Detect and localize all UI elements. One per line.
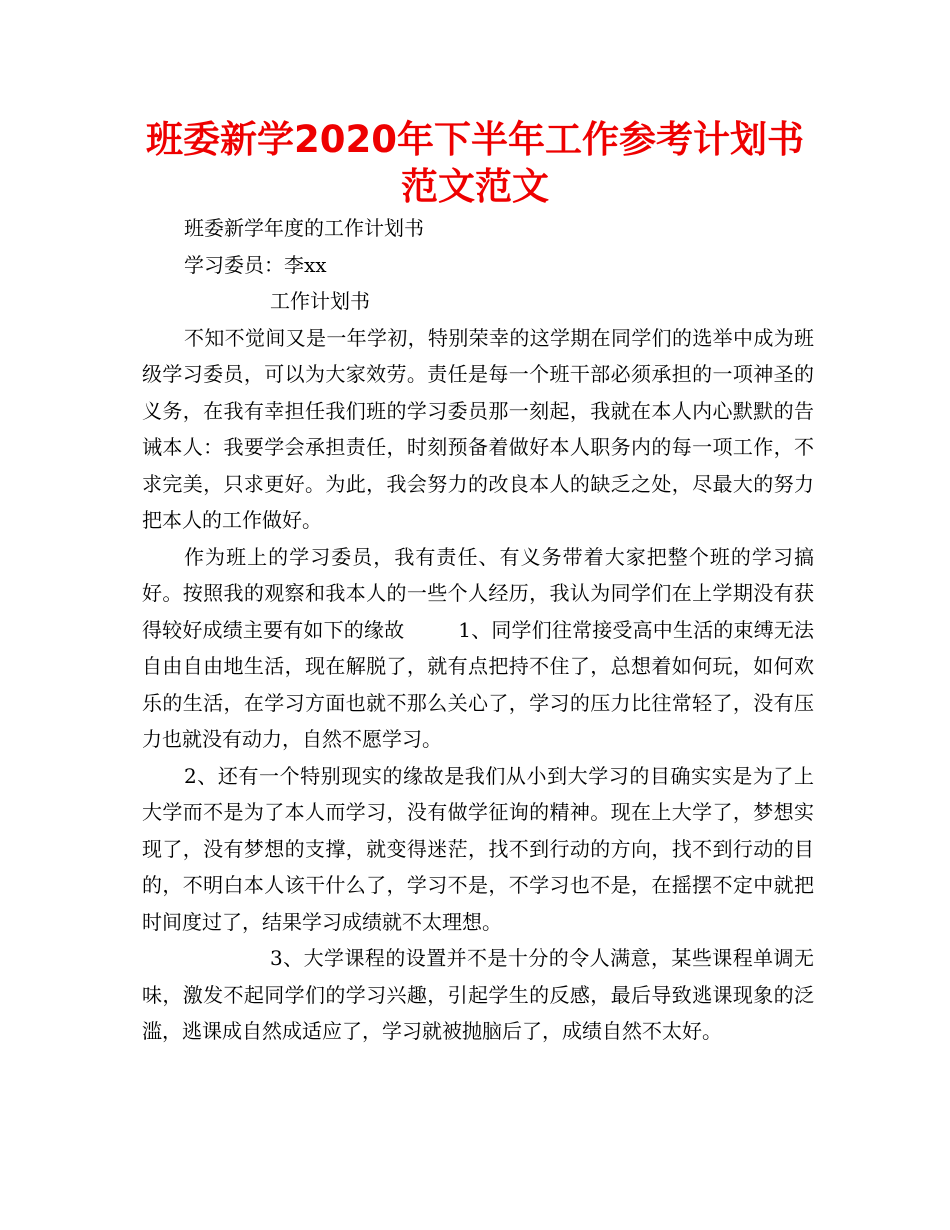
document-body xyxy=(142,210,814,1050)
document-title: 班委新学2020年下半年工作参考计划书范文范文 xyxy=(146,118,804,208)
paragraph-4: 3、大学课程的设置并不是十分的令人满意，某些课程单调无味，激发不起同学们的学习兴趣，引起学生的反感，最后导致逃课现象的泛滥，逃课成自然成适应了，学习就被抛脑后了，成绩自然不太好。 xyxy=(142,946,814,1043)
paragraph-2 xyxy=(142,539,814,758)
paragraph-3: 2、还有一个特别现实的缘故是我们从小到大学习的目确实实是为了上大学而不是为了本人而学习，没有做学征询的精神。现在上大学了，梦想实现了，没有梦想的支撑，就变得迷茫，找不到行动的方向，找不到行动的目的，不明白本人该干什么了，学习不是，不学习也不是，在摇摆不定中就把时间度过了，结果学习成绩就不太理想。 xyxy=(142,763,814,934)
paragraph-2-point-1: 1、同学们往常接受高中生活的束缚无法自由自由地生活，现在解脱了，就有点把持不住了，总想着如何玩，如何欢乐的生活，在学习方面也就不那么关心了，学习的压力比往常轻了，没有压力也就没有动力，自然不愿学习。 xyxy=(142,617,815,751)
paragraph-1: 不知不觉间又是一年学初，特别荣幸的这学期在同学们的选举中成为班级学习委员，可以为大家效劳。责任是每一个班干部必须承担的一项神圣的义务，在我有幸担任我们班的学习委员那一刻起，我就在本人内心默默的告诫本人：我要学会承担责任，时刻预备着做好本人职务内的每一项工作，不求完美，只求更好。为此，我会努力的改良本人的缺乏之处，尽最大的努力把本人的工作做好。 xyxy=(142,325,814,532)
section-title: 工作计划书 xyxy=(270,289,370,313)
author-line: 学习委员：李xx xyxy=(184,252,327,277)
doc-heading: 班委新学年度的工作计划书 xyxy=(184,216,424,240)
paragraph-2-intro: 作为班上的学习委员，我有责任、有义务带着大家把整个班的学习搞好。按照我的观察和我本人的一些个人经历，我认为同学们在上学期没有获得较好成绩主要有如下的缘故 xyxy=(142,544,814,642)
